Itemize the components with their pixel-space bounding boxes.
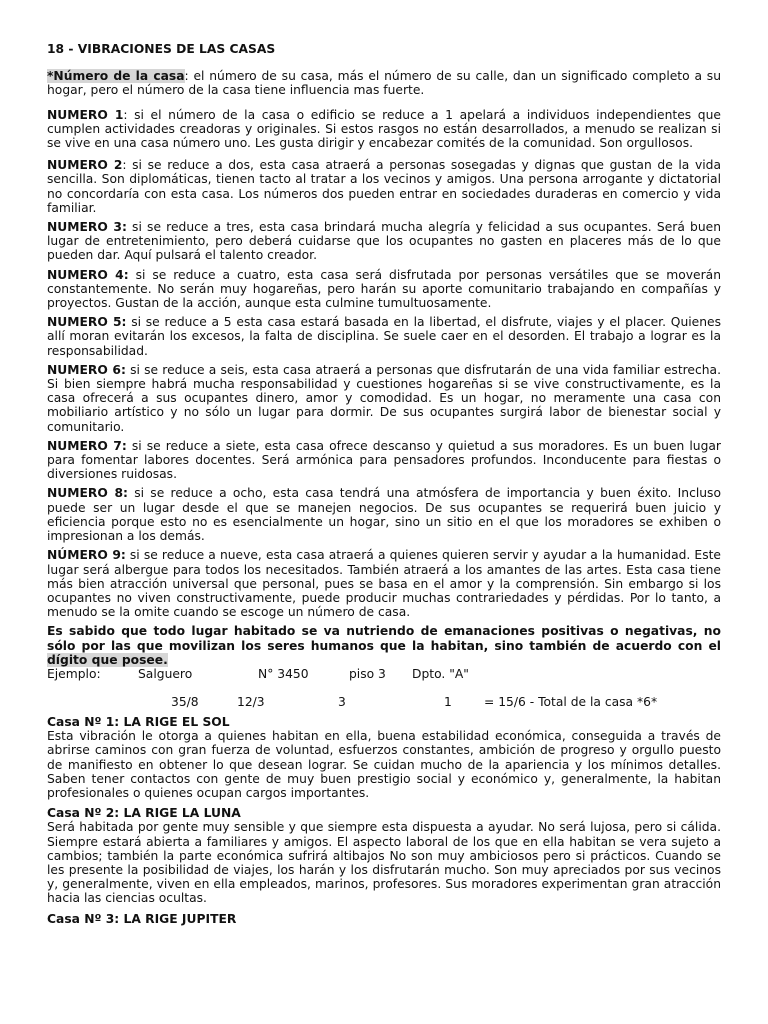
number-label: NUMERO 3:: [47, 220, 127, 235]
number-text: si se reduce a 5 esta casa estará basada en la libertad, el disfrute, viajes y el placer. Quienes allí moran evitarán los excesos, la falta de disciplina. Se suele caer en el desorden. El trabajo a lograr es la responsabilidad.: [47, 315, 721, 358]
intro-text: : el número de su casa, más el número de su calle, dan un significado completo a su hogar, pero el número de la casa tiene influencia mas fuerte.: [47, 69, 721, 98]
conclusion-paragraph: [47, 624, 721, 667]
casa-heading-2: Casa Nº 2: LA RIGE LA LUNA: [47, 806, 241, 821]
number-text: si se reduce a nueve, esta casa atraerá a quienes quieren servir y ayudar a la humanidad. Este lugar será albergue para todos los necesitados. También atraerá a los amantes de las artes. Esta casa tiene más bien atracción universal que personal, pues se basa en el amor y la comprensión. Sin embargo si los ocupantes no viven constructivamente, puede producir muchas contrariedades y pérdidas. Por lo tanto, a menudo se la omite cuando se escoge un número de casa.: [47, 548, 721, 620]
casa-heading-1: Casa Nº 1: LA RIGE EL SOL: [47, 714, 230, 729]
number-text: : si se reduce a dos, esta casa atraerá a personas sosegadas y dignas que gustan de la vida sencilla. Son diplomáticas, tienen tacto al tratar a los vecinos y amigos. Una persona arrogante y dictatorial no concordaría con esta casa. Los números dos pueden entrar en sociedades duraderas en comercio y vida familiar.: [47, 158, 721, 215]
number-label: NUMERO 7:: [47, 438, 127, 453]
casa-heading-3: Casa Nº 3: LA RIGE JUPITER: [47, 911, 237, 926]
number-paragraph-5: [47, 315, 721, 358]
example-label: Ejemplo:: [47, 666, 101, 681]
number-paragraph-2: [47, 158, 721, 215]
conclusion-text: Es sabido que todo lugar habitado se va nutriendo de emanaciones positivas o negativas, no sólo por las que movilizan los seres humanos que la habitan, sino también de acuerdo con el: [47, 624, 721, 653]
example-street: Salguero: [138, 666, 193, 681]
example-apt-value: 1: [444, 694, 452, 709]
document-title: 18 - VIBRACIONES DE LAS CASAS: [47, 42, 276, 56]
number-paragraph-6: [47, 363, 721, 434]
casa-text-2: Será habitada por gente muy sensible y que siempre esta dispuesta a ayudar. No será lujosa, pero si cálida. Siempre estará abierta a familiares y amigos. El aspecto laboral de los que en ella habitan se vera sujeto a cambios; también la parte económica sufrirá altibajos No son muy ambiciosos pero si prácticos. Cuando se les presente la posibilidad de viajes, los harán y los disfrutarán mucho. Son muy apreciados por sus vecinos y, generalmente, viven en ella empleados, marinos, profesores. Sus moradores experimentan gran atracción hacia las ciencias ocultas.: [47, 820, 721, 906]
number-text: si se reduce a tres, esta casa brindará mucha alegría y felicidad a sus ocupantes. Será buen lugar de entretenimiento, pero deberá cuidarse que los ocupantes no gasten en placeres más de lo que pueden dar. Aquí pulsará el talento creador.: [47, 220, 721, 263]
example-floor: piso 3: [349, 666, 386, 681]
example-apt: Dpto. "A": [412, 666, 469, 681]
example-row-labels: [47, 667, 721, 681]
example-street-value: 35/8: [171, 694, 199, 709]
number-label: NUMERO 8:: [47, 486, 128, 501]
number-text: si se reduce a seis, esta casa atraerá a personas que disfrutarán de una vida familiar estrecha. Si bien siempre habrá mucha responsabilidad y cuestiones hogareñas si se vive constructivamente, es la casa ofrecerá a sus ocupantes dinero, amor y comodidad. Es un hogar, no meramente una casa con mobiliario artístico y no sólo un lugar para dormir. De sus ocupantes surgirá labor de bienestar social y comunitario.: [47, 362, 721, 434]
number-text: si se reduce a siete, esta casa ofrece descanso y quietud a sus moradores. Es un buen lugar para fomentar labores docentes. Será armónica para pensadores profundos. Inconducente para fiestas o diversiones ruidosas.: [47, 438, 721, 482]
conclusion-highlight: dígito que posee.: [47, 652, 168, 667]
number-label: NUMERO 5:: [47, 315, 127, 330]
example-floor-value: 3: [338, 694, 346, 709]
number-paragraph-8: [47, 486, 721, 543]
number-paragraph-7: [47, 439, 721, 482]
number-label: NÚMERO 9:: [47, 548, 126, 563]
number-paragraph-1: [47, 108, 721, 151]
number-label: NUMERO 1: [47, 107, 124, 122]
number-text: si se reduce a ocho, esta casa tendrá una atmósfera de importancia y buen éxito. Incluso puede ser un lugar desde el que se manejen negocios. De sus ocupantes se requerirá buen juicio y eficiencia porque esto no es esencialmente un hogar, sino un sitio en el que los moradores se exhiben o impresionan a los demás.: [47, 486, 721, 544]
number-text: : si el número de la casa o edificio se reduce a 1 apelará a individuos independientes que cumplen actividades creadoras y originales. Si estos rasgos no están desarrollados, a menudo se realizan si se vive en una casa número uno. Les gusta dirigir y encabezar comités de la comunidad. Son orgullosos.: [47, 107, 721, 151]
number-label: NUMERO 6:: [47, 362, 126, 377]
intro-label: *Número de la casa: [47, 69, 185, 84]
example-number-value: 12/3: [237, 694, 265, 709]
number-paragraph-3: [47, 220, 721, 263]
casa-text-1: Esta vibración le otorga a quienes habitan en ella, buena estabilidad económica, conseguida a través de abrirse caminos con gran fuerza de voluntad, esfuerzos constantes, ambición de progreso y orgullo puesto de manifiesto en obtener lo que desean lograr. Se cuidan mucho de la apariencia y los mínimos detalles. Saben tener contactos con gente de muy buen prestigio social y económico y, generalmente, la habitan profesionales o quienes ocupan cargos importantes.: [47, 729, 721, 800]
intro-paragraph: [47, 69, 721, 97]
number-label: NUMERO 4:: [47, 267, 129, 282]
document-page: [47, 42, 721, 926]
example-row-values: [47, 695, 721, 709]
example-result: = 15/6 - Total de la casa *6*: [484, 694, 658, 709]
number-paragraph-4: [47, 268, 721, 311]
number-label: NUMERO 2: [47, 158, 123, 173]
example-number: N° 3450: [258, 666, 309, 681]
number-paragraph-9: [47, 548, 721, 619]
number-text: si se reduce a cuatro, esta casa será disfrutada por personas versátiles que se moverán constantemente. No serán muy hogareñas, pero harán su aporte comunitario trabajando en compañías y proyectos. Gustan de la acción, aunque esta culmine tumultuosamente.: [47, 267, 721, 311]
